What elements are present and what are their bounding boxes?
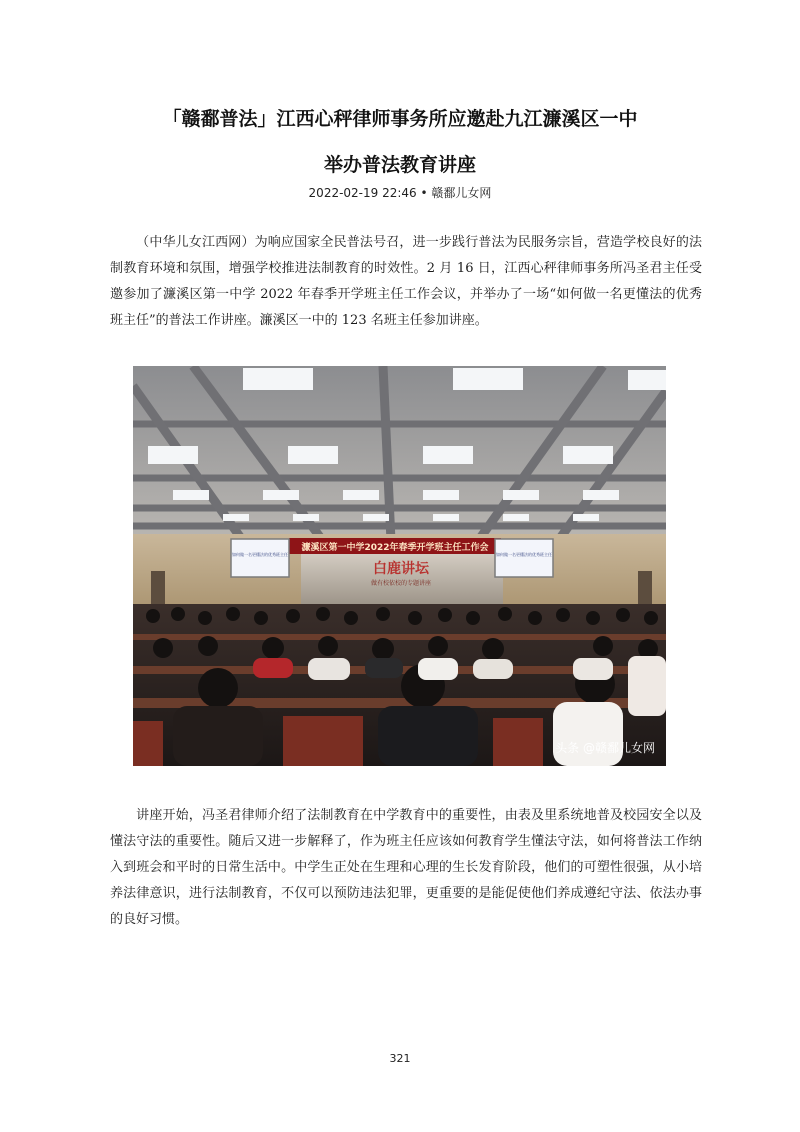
banner-text: 濂溪区第一中学2022年春季开学班主任工作会 (301, 543, 489, 553)
page-number: 321 (389, 1052, 411, 1065)
article-title-line-2: 举办普法教育讲座 (323, 154, 476, 176)
paragraph-lecture (110, 803, 702, 933)
stage-screen-title: 白鹿讲坛 (373, 561, 429, 577)
paragraph-intro (110, 230, 702, 334)
article-meta (0, 184, 800, 201)
stage-screen-subtitle: 做有校依校的专题讲座 (370, 580, 432, 587)
paragraph-intro-text: （中华儿女江西网）为响应国家全民普法号召，进一步践行普法为民服务宗旨，营造学校良好的法制教育环境和氛围，增强学校推进法制教育的时效性。2 月 16 日，江西心秤律师事务所冯圣君主任受邀参加了濂溪区第一中学 2022 年春季开学班主任工作会议，并举办了一场“如何做一名更懂法的优秀班主任”的普法工作讲座。濂溪区一中的 123 名班主任参加讲座。 (110, 235, 702, 328)
article-title-line-1: 「赣鄱普法」江西心秤律师事务所应邀赴九江濂溪区一中 (162, 108, 638, 130)
paragraph-lecture-text: 讲座开始，冯圣君律师介绍了法制教育在中学教育中的重要性，由表及里系统地普及校园安全以及懂法守法的重要性。随后又进一步解释了，作为班主任应该如何教育学生懂法守法，如何将普法工作纳入到班会和平时的日常生活中。中学生正处在生理和心理的生长发育阶段，他们的可塑性很强，从小培养法律意识，进行法制教育，不仅可以预防违法犯罪，更重要的是能促使他们养成遵纪守法、依法办事的良好习惯。 (110, 808, 702, 927)
side-screen-left-text: 如何做一名更懂法的优秀班主任 (232, 552, 288, 557)
side-screen-right-text: 如何做一名更懂法的优秀班主任 (496, 552, 552, 557)
photo-watermark: 头条 @赣鄱儿女网 (555, 741, 655, 755)
lecture-hall-photo (133, 366, 666, 766)
meta-separator: • (420, 186, 428, 200)
publish-date: 2022-02-19 22:46 (308, 186, 417, 200)
article-source: 赣鄱儿女网 (431, 186, 492, 200)
